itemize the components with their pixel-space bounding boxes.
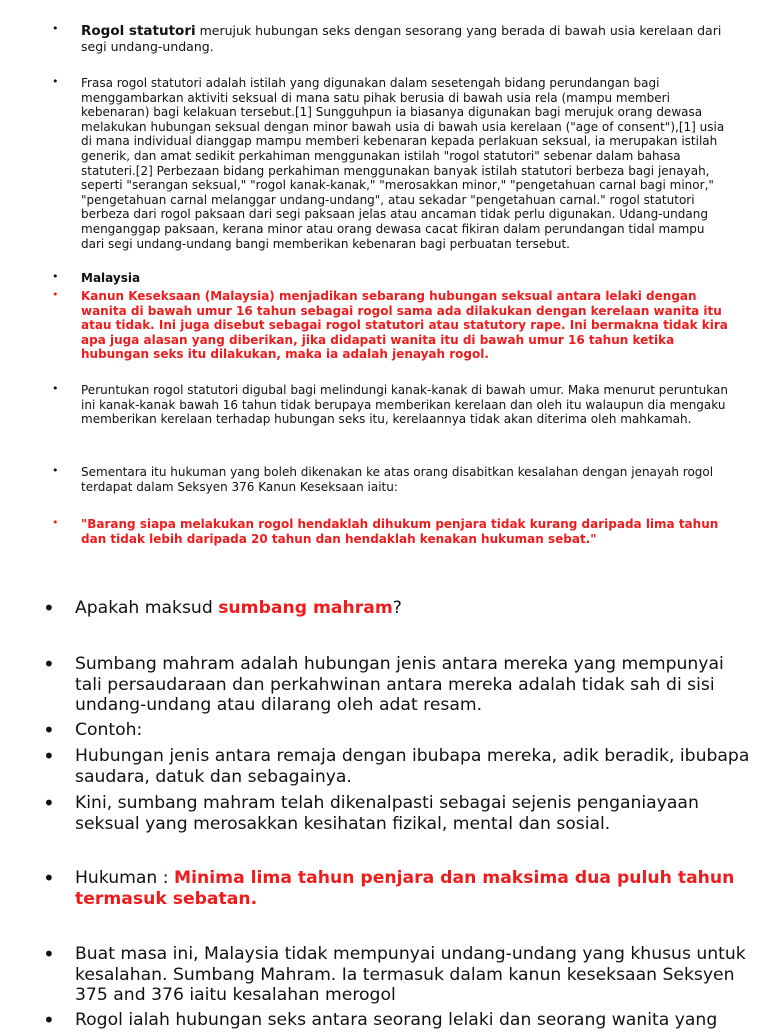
list-item-hukuman bbox=[0, 868, 768, 909]
section-hubungan bbox=[0, 746, 768, 787]
list-item-peruntukan bbox=[0, 383, 768, 427]
list-item-frasa bbox=[0, 76, 768, 251]
question-suffix: ? bbox=[392, 598, 402, 618]
section-kini bbox=[0, 793, 768, 834]
list-item-malaysia bbox=[0, 271, 768, 286]
list-item-question bbox=[0, 598, 768, 619]
rogol-ialah-text: Rogol ialah hubungan seks antara seorang lelaki dan seorang wanita yang bbox=[75, 1010, 718, 1030]
frasa-paragraph: Frasa rogol statutori adalah istilah yang digunakan dalam sesetengah bidang perundangan bagi menggambarkan aktiviti seksual di mana satu pihak berusia di bawah usia rela (mampu memberi kebenaran) bagi kelakuan tersebut.[1] Sungguhpun ia biasanya digunakan bagi merujuk orang dewasa melakukan hubungan seksual dengan minor bawah usia di bawah usia kerelaan ("age of consent"),[1] usia di mana individual dianggap mampu memberi kebenaran kepada perlakuan seksual, ia merupakan istilah generik, dan amat sedikit perkahiman menggunakan istilah "rogol statutori" sebenar dalam bahasa statuteri.[2] Perbezaan bidang perkahiman menggunakan banyak istilah statutori berbeza bagi jenayah, seperti "serangan seksual," "rogol kanak-kanak," "merosakkan minor," "pengetahuan carnal bagi minor," "pengetahuan carnal melanggar undang-undang", atau sekadar "pengetahuan carnal." rogol statutori berbeza dari rogol paksaan dari segi paksaan jelas atau ancaman tidak perlu digunakan. Udang-undang menganggap paksaan, kerana minor atau orang dewasa cacat fikiran dalam perundangan tidal mampu dari segi undang-undang bangi memberikan kebenaran bagi perbuatan tersebut. bbox=[81, 76, 725, 251]
list-item-buat-masa bbox=[0, 944, 768, 1006]
section-rogol-ialah bbox=[0, 1010, 768, 1031]
list-item-sementara bbox=[0, 465, 768, 494]
bullet-icon: • bbox=[52, 22, 59, 35]
contoh-label: Contoh: bbox=[75, 720, 143, 740]
section-rogol-statutori bbox=[0, 23, 768, 54]
bullet-icon: • bbox=[43, 942, 55, 966]
question-text bbox=[75, 598, 750, 619]
list-item-hubungan bbox=[0, 746, 768, 787]
hubungan-text: Hubungan jenis antara remaja dengan ibubapa mereka, adik beradik, ibubapa saudara, datuk dan sebagainya. bbox=[75, 746, 750, 787]
sementara-paragraph: Sementara itu hukuman yang boleh dikenakan ke atas orang disabitkan kesalahan dengan jenayah rogol terdapat dalam Seksyen 376 Kanun Keseksaan iaitu: bbox=[81, 465, 714, 494]
bullet-icon: • bbox=[43, 596, 55, 620]
bullet-icon: • bbox=[43, 1008, 55, 1032]
kini-text: Kini, sumbang mahram telah dikenalpasti sebagai sejenis penganiayaan seksual yang merosakkan kesihatan fizikal, mental dan sosial. bbox=[75, 793, 699, 834]
section-hukuman bbox=[0, 868, 768, 909]
bullet-icon: • bbox=[52, 270, 59, 283]
list-item-definition bbox=[0, 23, 768, 54]
bullet-icon: • bbox=[43, 652, 55, 676]
bullet-icon: • bbox=[43, 866, 55, 890]
section-buat-masa bbox=[0, 944, 768, 1006]
list-item-kanun bbox=[0, 289, 768, 362]
question-prefix: Apakah maksud bbox=[75, 598, 219, 618]
bullet-icon: • bbox=[43, 744, 55, 768]
list-item-kini bbox=[0, 793, 768, 834]
bullet-icon: • bbox=[52, 516, 59, 529]
buat-masa-text: Buat masa ini, Malaysia tidak mempunyai undang-undang yang khusus untuk kesalahan. Sumbang Mahram. Ia termasuk dalam kanun keseksaan Seksyen 375 and 376 iaitu kesalahan merogol bbox=[75, 944, 746, 1005]
section-kanun bbox=[0, 289, 768, 362]
bullet-icon: • bbox=[52, 288, 59, 301]
hukuman-value: Minima lima tahun penjara dan maksima dua puluh tahun termasuk sebatan. bbox=[75, 868, 735, 909]
section-peruntukan bbox=[0, 383, 768, 427]
list-item-quote bbox=[0, 517, 768, 546]
sumbang-mahram-term: sumbang mahram bbox=[218, 598, 393, 618]
hukuman-label: Hukuman : bbox=[75, 868, 175, 888]
definition-text: merujuk hubungan seks dengan sesorang yang berada di bawah usia kerelaan dari segi undang-undang. bbox=[81, 23, 722, 54]
quote-paragraph: "Barang siapa melakukan rogol hendaklah dihukum penjara tidak kurang daripada lima tahun dan tidak lebih daripada 20 tahun dan hendaklah kenakan hukuman sebat." bbox=[81, 517, 719, 546]
sumbang-definition-text: Sumbang mahram adalah hubungan jenis antara mereka yang mempunyai tali persaudaraan dan perkahwinan antara mereka adalah tidak sah di sisi undang-undang atau dilarang oleh adat resam. bbox=[75, 654, 724, 715]
hukuman-text bbox=[75, 868, 750, 909]
term-rogol-statutori: Rogol statutori bbox=[81, 23, 196, 39]
section-malaysia-heading bbox=[0, 271, 768, 286]
bullet-icon: • bbox=[52, 464, 59, 477]
definition-paragraph bbox=[81, 23, 731, 54]
peruntukan-paragraph: Peruntukan rogol statutori digubal bagi melindungi kanak-kanak di bawah umur. Maka menurut peruntukan ini kanak-kanak bawah 16 tahun tidak berupaya memberikan kerelaan dan oleh itu walaupun dia mengaku memberikan kerelaan terhadap hubungan seks itu, kerelaannya tidak akan diterima oleh mahkamah. bbox=[81, 383, 728, 427]
list-item-sumbang-definition bbox=[0, 654, 768, 716]
section-contoh bbox=[0, 720, 768, 741]
bullet-icon: • bbox=[43, 718, 55, 742]
kanun-paragraph: Kanun Keseksaan (Malaysia) menjadikan sebarang hubungan seksual antara lelaki dengan wanita di bawah umur 16 tahun sebagai rogol sama ada dilakukan dengan kerelaan wanita itu atau tidak. Ini juga disebut sebagai rogol statutori atau statutory rape. Ini bermakna tidak kira apa juga alasan yang diberikan, jika didapati wanita itu di bawah umur 16 tahun ketika hubungan seks itu dilakukan, maka ia adalah jenayah rogol. bbox=[81, 289, 728, 362]
section-quote bbox=[0, 517, 768, 546]
section-definition-large bbox=[0, 654, 768, 716]
section-frasa bbox=[0, 76, 768, 251]
list-item-rogol-ialah bbox=[0, 1010, 768, 1031]
bullet-icon: • bbox=[52, 382, 59, 395]
list-item-contoh bbox=[0, 720, 768, 741]
malaysia-heading: Malaysia bbox=[81, 271, 141, 285]
bullet-icon: • bbox=[52, 75, 59, 88]
section-sementara bbox=[0, 465, 768, 494]
bullet-icon: • bbox=[43, 791, 55, 815]
section-sumbang-question bbox=[0, 598, 768, 619]
